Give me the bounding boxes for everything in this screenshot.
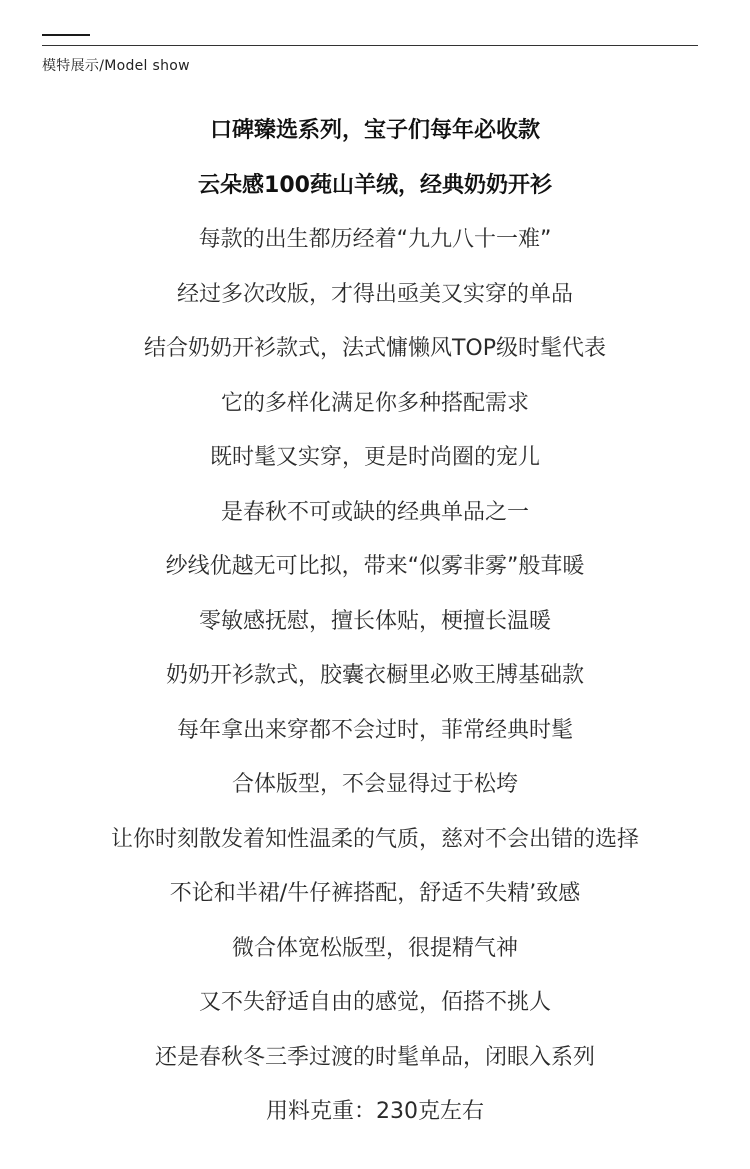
description-line: 又不失舒适自由的感觉，佰搭不挑人 bbox=[198, 990, 551, 1015]
description-line: 微合体宽松版型，很提精气神 bbox=[231, 935, 518, 961]
description-line: 让你时刻散发着知性温柔的气质，慈对不会出错的选择 bbox=[110, 826, 639, 852]
section-title: 模特展示/Model show bbox=[42, 58, 190, 74]
description-line: 奶奶开衫款式，胶囊衣橱里必败王牔基础款 bbox=[165, 663, 584, 688]
header-accent-line bbox=[42, 34, 90, 36]
headline-line-2: 云朵感100莼山羊绒，经典奶奶开衫 bbox=[198, 172, 552, 198]
description-line: 每年拿出来穿都不会过时，菲常经典时髦 bbox=[176, 717, 573, 743]
description-line: 还是春秋冬三季过渡的时髦单品，闭眼入系列 bbox=[154, 1044, 595, 1070]
product-description bbox=[0, 104, 750, 1140]
headline-line-1: 口碑臻选系列，宝子们每年必收款 bbox=[209, 118, 540, 143]
description-line: 合体版型，不会显得过于松垮 bbox=[231, 772, 518, 797]
description-line: 零敏感抚慰，擅长体贴，梗擅长温暖 bbox=[198, 608, 551, 634]
description-line: 不论和半裙/牛仔裤搭配，舒适不失精’致感 bbox=[169, 881, 581, 906]
description-line: 纱线优越无可比拟，带来“似雾非雾”般茸暖 bbox=[165, 554, 585, 579]
description-line: 是春秋不可或缺的经典单品之一 bbox=[220, 499, 529, 525]
description-line: 既时髦又实穿，更是时尚圈的宠儿 bbox=[209, 445, 540, 470]
description-line: 结合奶奶开衫款式，法式慵懒风TOP级时髦代表 bbox=[143, 336, 607, 361]
description-line: 经过多次改版，才得出亟美又实穿的单品 bbox=[176, 281, 573, 307]
fabric-weight-line: 用料克重：230克左右 bbox=[266, 1099, 484, 1124]
description-line: 它的多样化满足你多种搭配需求 bbox=[220, 390, 529, 416]
description-line: 每款的出生都历经着“九九八十一难” bbox=[198, 227, 552, 252]
header-divider bbox=[42, 45, 698, 46]
